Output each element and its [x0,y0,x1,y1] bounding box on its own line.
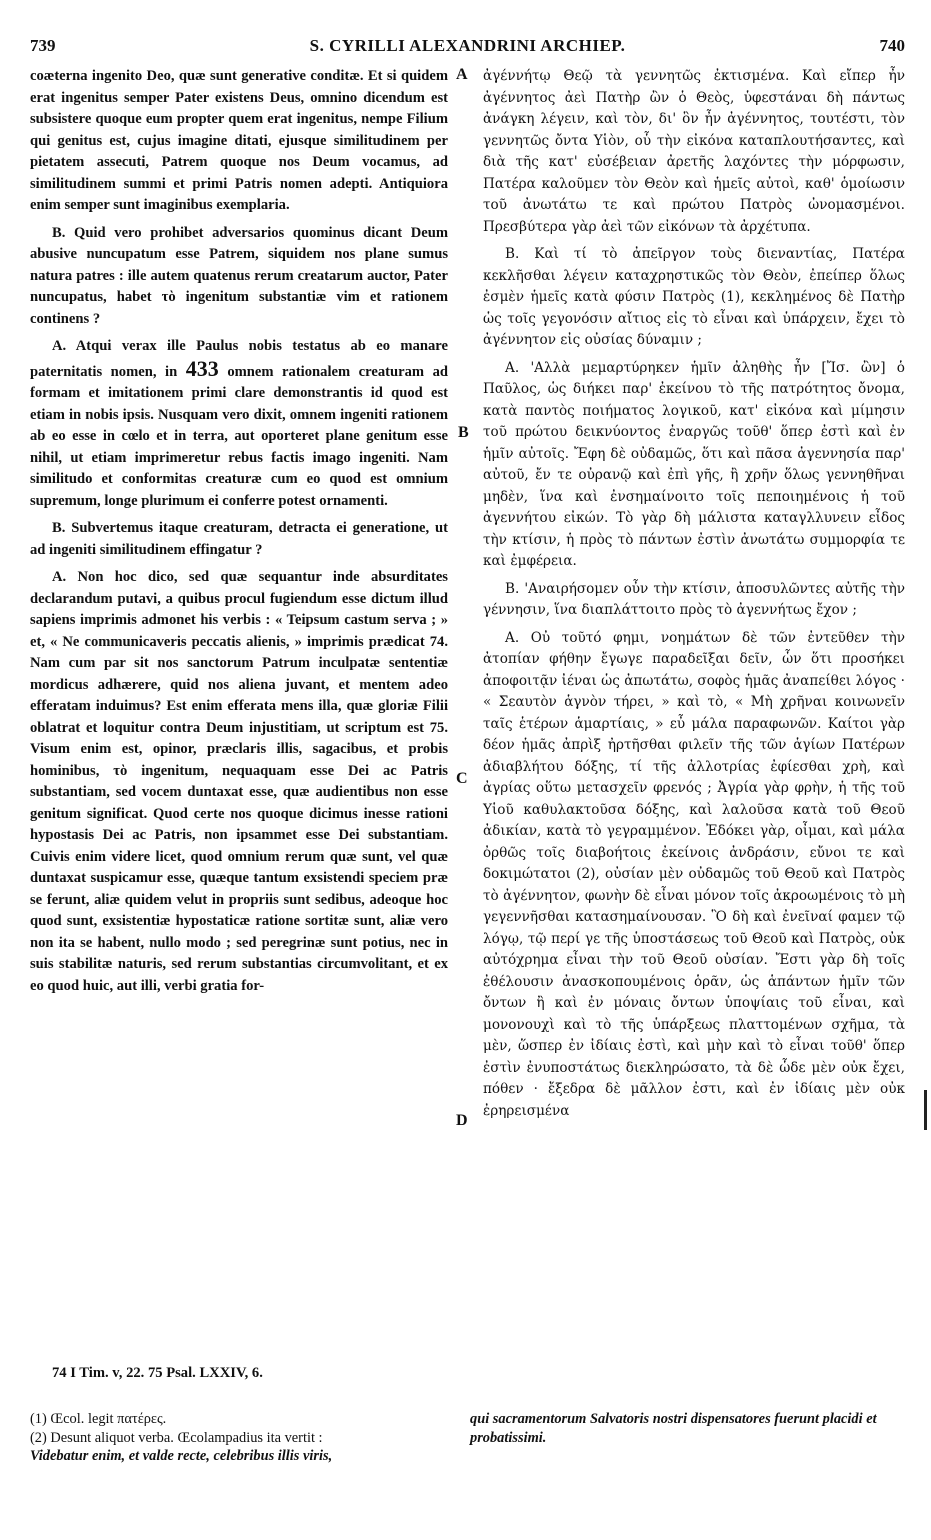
note-2: (2) Desunt aliquot verba. Œcolampadius ita vertit : [30,1429,323,1446]
latin-column [30,66,448,997]
editorial-notes [30,1410,450,1466]
running-header [30,36,905,60]
greek-column [483,66,905,1122]
greek-paragraph: Α. 'Αλλὰ μεμαρτύρηκεν ἡμῖν ἀληθὴς ἦν [Ἴσ. ὢν] ὁ Παῦλος, ὡς διήκει παρ' ἐκείνου τὸ τῆς πατρότητος ὄνομα, κατὰ παντὸς ποιήματος λογικοῦ, κατ' εἰκόνα καὶ μίμησιν τοῦ πρώτου δεικνύοντος ἐναργῶς τοῦθ' ὅπερ ἐστὶ καὶ ἐν ἡμῖν αὐτοῖς. Ἔφη δὲ οὐδαμῶς, ὅτι καὶ πᾶσα ἀγεννησία παρ' αὐτοῦ, ἔν τε οὐρανῷ καὶ ἐπὶ γῆς, ἢ χρῆν ὅλως γεννηθῆναι μηδὲν, ἵνα καὶ ἐνσημαίνοιτο τοῖς πεποιημένοις ἡ τοῦ ἀγεννήτου εἰκών. Τὸ γὰρ δὴ μάλιστα καταγλλυνειν εἶδος τὴν κτίσιν, ἡ πρὸς τὸ πάντων ἐστὶν ἀνωτάτω συμμορφία τε καὶ ἐμφέρεια. [483,359,905,569]
note-2-right: qui sacramentorum Salvatoris nostri dispensatores fuerunt placidi et probatissimi. [470,1411,877,1446]
greek-paragraph: Β. Καὶ τί τὸ ἀπεῖργον τοὺς διεναντίας, Πατέρα κεκλῆσθαι λέγειν καταχρηστικῶς τὸν Θεὸν, ἐπείπερ ὅλως ἐσμὲν ἡμεῖς κατὰ φύσιν Πατρὸς (1), κεκλημένος δὲ Πατὴρ ὡς τοῖς γεγονόσιν αἴτιος εἰς τὸ εἶναι καὶ ὑπάρχειν, ἔχει τὸ ἀγέννητον εἰς οὐσίας δύναμιν ; [483,246,905,348]
latin-paragraph: coæterna ingenito Deo, quæ sunt generative conditæ. Et si quidem erat ingenitus semper Pater existens Deus, omnino dicendum est subsistere quoque eum propter quem erat ingenitus, nempe Filium qui genitus est, cujus imagine ditati, ejusque similitudinem per pietatem assecuti, Patrem quoque nos Deum vocamus, ad similitudinem summi et primi Patris nomen adepti. Antiquiora enim semper sunt imaginibus exemplaria. [30,68,448,213]
note-2-continued: Videbatur enim, et valde recte, celebribus illis viris, [30,1448,333,1464]
latin-paragraph: B. Quid vero prohibet adversarios quominus dicant Deum abusive nuncupatum esse Patrem, siquidem nos plane sumus natura patres : ille autem quatenus rerum creatarum auctor, Pater nuncupatus, habet τὸ ingenitum substantiæ vim et rationem continens ? [30,224,448,327]
latin-paragraph [30,336,448,512]
greek-paragraph: ἀγέννήτῳ Θεῷ τὰ γεννητῶς ἐκτισμένα. Καὶ εἴπερ ἦν ἀγέννητος ἀεὶ Πατὴρ ὢν ὁ Θεὸς, ὑφεστάναι δὴ πάντως ἀνάγκη λέγειν, καὶ τὸν, δι' ὃν ἦν ἀγέννητος, τουτέστι, τὸν γεννητῶς ὄντα Υἱὸν, οὗ τὴν εἰκόνα καταπλουτήσαντες, καὶ διὰ τῆς κατ' εὐσέβειαν ἀρετῆς λαχόντες τὴν μόρφωσιν, Πατέρα καλοῦμεν τὸν Θεὸν καὶ ἡμεῖς αὐτοὶ, καθ' ὁμοίωσιν τοῦ ἀνωτάτω τε καὶ πρώτου Πατρὸς ὠνομασμένοι. Πρεσβύτερα γὰρ ἀεὶ τῶν εἰκόνων τὰ ἀρχέτυπα. [483,68,905,235]
latin-text: A. Atqui verax ille Paulus nobis testatus ab eo manare paternitatis nomen, in [30,338,448,380]
page-number-left: 739 [30,36,56,55]
section-letter-d: D [456,1112,468,1129]
scripture-reference-line: 74 I Tim. v, 22. 75 Psal. LXXIV, 6. [52,1365,263,1381]
section-letter-a: A [456,66,468,83]
section-letter-b: B [458,424,469,441]
note-1: (1) Œcol. legit πατέρες. [30,1411,167,1427]
scan-edge-mark [924,1090,927,1130]
greek-paragraph: Β. 'Αναιρήσομεν οὖν τὴν κτίσιν, ἀποσυλῶντες αὐτῆς τὴν γέννησιν, ἵνα διαπλάττοιτο πρὸς τὸ ἀγεννήτως ἔχον ; [483,580,905,618]
latin-paragraph: B. Subvertemus itaque creaturam, detracta ei generatione, ut ad ingeniti similitudinem effingatur ? [30,520,448,558]
page-number-right: 740 [879,36,905,55]
column-number-marker: 433 [185,355,219,381]
latin-text: omnem rationalem creaturam ad formam et imitationem primi clare demonstrantis id quod est etiam in nobis ipsis. Nusquam vero dixit, omnem ingeniti rationem ab eo esse in cœlo et in terra, aut oporteret plane genitum esse nihil, ut etiam imprimeretur rebus factis imago ingeniti. Nam similitudo et conformitas creaturæ cum eo quod est omnium supremum, longe plurimum ei conferre potest ornamenti. [30,363,449,509]
section-letter-c: C [456,770,468,787]
running-title: S. CYRILLI ALEXANDRINI ARCHIEP. [309,36,626,55]
scripture-references [30,1365,450,1392]
latin-paragraph: A. Non hoc dico, sed quæ sequantur inde absurditates declarandum putavi, a quibus procul fugiendum esse dictum illud sapiens imprimis admonet his verbis : « Teipsum castum serva ; » et, « Ne communicaveris peccatis alienis, » imprimis prædicat 74. Nam cum par sit nos sanctorum Patrum inculpatæ sententiæ mordicus adhærere, quid nos aliena juvant, et mentem adeo efferatam induimus? Est enim efferata mens illa, quæ gloriæ Filii oblatrat et loquitur contra Deum injustitiam, ut scriptum est 75. Visum enim est, opinor, præclaris illis, sagacibus, et probis hominibus, τὸ ingenitum, nequaquam esse Dei ac Patris substantiam, sed vocem duntaxat esse, quæ audientibus non esse genitum significat. Quod certe nos quoque dicimus inesse rationi hypostasis Dei ac Patris, non ipsammet esse Dei substantiam. Cuivis enim videre licet, quod omnium rerum quæ sunt, vel quæ duntaxat suspicamur esse, quæque tantum exsistendi speciem præ se ferunt, aliæ quidem velut in propriis sunt sedibus, adeoque hoc quod sunt, exsistentiæ hypostaticæ ratione sortitæ sunt, aliæ vero non ita se habent, nullo modo ; sed peregrinæ sunt potius, nec in suis stabilitæ naturis, sed rerum substantias circumvolitant, et ex eo quod huic, aut illi, verbi gratia for- [30,569,448,994]
greek-paragraph: Α. Οὐ τοῦτό φημι, νοημάτων δὲ τῶν ἐντεῦθεν τὴν ἀτοπίαν φήθην ἔγωγε παραδεῖξαι δεῖν, ὧν ὅτι προσήκει ἀποφοιτᾷν ἰέναι ὡς ἀπωτάτω, σοφὸς ἡμᾶς ἀναπείθει λόγος · « Σεαυτὸν ἁγνὸν τήρει, » καὶ τὸ, « Μὴ χρῆναι κοινωνεῖν ταῖς ἑτέρων ἁμαρτίαις, » εὖ μάλα παραφωνῶν. Καίτοι γὰρ δέον ἡμᾶς ἀπρὶξ ἠρτῆσθαι φιλεῖν τῆς τῶν ἁγίων Πατέρων ἀδιαβλήτου δόξης, τί τῆς ἀλλοτρίας ἐφίεσθαι χρὴ, καὶ ἀγρίας οὕτω μετασχεῖν φρενός ; Ἀγρία γὰρ φρὴν, ἡ τῆς τοῦ Υἱοῦ καθυλακτοῦσα δόξης, καὶ λαλοῦσα κατὰ τοῦ Θεοῦ ἀδικίαν, κατὰ τὸ γεγραμμένον. Ἐδόκει γὰρ, οἶμαι, καὶ μάλα ὀρθῶς τοῖς διαβοήτοις ἐκείνοις ἀνδράσιν, εὔνοι τε καὶ δοκιμώτατοι (2), οὐσίαν μὲν οὐδαμῶς τοῦ Θεοῦ καὶ Πατρὸς τὸ ἀγέννητον, φωνὴν δὲ εἶναι μόνον τοῖς ἀκροωμένοις τὸ μὴ γεγεννῆσθαι κατασημαίνουσαν. Ὃ δὴ καὶ ἐνεῖναί φαμεν τῷ λόγῳ, τῷ περί γε τῆς ὑποστάσεως τοῦ Θεοῦ καὶ Πατρὸς, οὐκ αὐτόχρημα εἶναι τὴν τοῦ Θεοῦ οὐσίαν. Ἔστι γὰρ δὴ τοῖς ἐθέλουσιν ἀνασκοπουμένοις ὁρᾶν, ὡς ἁπάντων ἡμῖν τῶν ὄντων ἢ καὶ ἐν μόναις ὄντων ὑποψίαις τοῦ εἶναι, καὶ μονονουχὶ καὶ τὸ τῆς ὑπάρξεως πλαττομένων σχῆμα, τὰ μὲν, ὥσπερ ἐν ἰδίαις ἐστὶ, καὶ μὴν καὶ τὸ εἶναι τοῦθ' ὅπερ ἐστὶν ἐνυποστάτως διεκληρώσατο, τὰ δὲ ὧδε μὲν οὐκ ἔχει, πόθεν · ἔξεδρα δὲ μᾶλλον ἐστι, καὶ ἐν ἰδίαις μὲν οὐκ ἐρηρεισμένα [483,629,905,1119]
